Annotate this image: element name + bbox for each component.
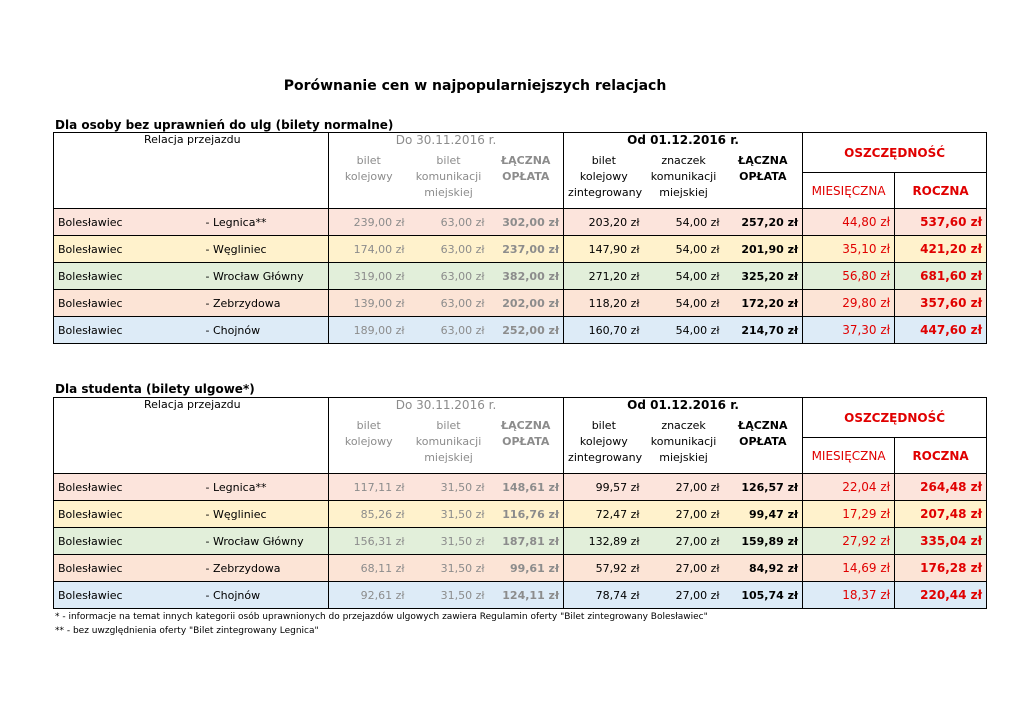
new-rail-cell: 160,70 zł: [564, 317, 644, 344]
monthly-savings-cell: 22,04 zł: [803, 474, 895, 501]
old-city-cell: 63,00 zł: [409, 290, 489, 317]
monthly-savings-cell: 56,80 zł: [803, 263, 895, 290]
new-rail-cell: 147,90 zł: [564, 236, 644, 263]
old-total-cell: 302,00 zł: [489, 209, 564, 236]
old-total-cell: 116,76 zł: [489, 501, 564, 528]
old-city-cell: 63,00 zł: [409, 209, 489, 236]
from-cell: Bolesławiec: [54, 582, 202, 609]
table-row: [54, 209, 987, 236]
new-rail-header: bilet kolejowy zintegrowany: [564, 153, 644, 209]
from-cell: Bolesławiec: [54, 263, 202, 290]
new-city-cell: 54,00 zł: [644, 209, 724, 236]
old-city-cell: 63,00 zł: [409, 236, 489, 263]
old-total-cell: 99,61 zł: [489, 555, 564, 582]
new-city-cell: 27,00 zł: [644, 555, 724, 582]
yearly-savings-cell: 357,60 zł: [895, 290, 987, 317]
yearly-savings-cell: 220,44 zł: [895, 582, 987, 609]
table-row: [54, 474, 987, 501]
yearly-header: ROCZNA: [895, 438, 987, 474]
yearly-savings-cell: 447,60 zł: [895, 317, 987, 344]
new-total-cell: 105,74 zł: [724, 582, 803, 609]
to-cell: - Legnica**: [202, 474, 329, 501]
new-city-cell: 54,00 zł: [644, 317, 724, 344]
old-rail-header: bilet kolejowy: [344, 418, 393, 448]
new-city-header: znaczek komunikacji miejskiej: [650, 418, 717, 464]
old-city-cell: 31,50 zł: [409, 528, 489, 555]
new-rail-cell: 271,20 zł: [564, 263, 644, 290]
new-total-header: ŁĄCZNA OPŁATA: [738, 153, 788, 183]
old-rail-cell: 68,11 zł: [329, 555, 409, 582]
new-total-cell: 159,89 zł: [724, 528, 803, 555]
table-row: [54, 501, 987, 528]
new-rail-header: bilet kolejowy zintegrowany: [564, 418, 644, 474]
new-period-header: Od 01.12.2016 r.: [564, 398, 803, 418]
new-total-cell: 201,90 zł: [724, 236, 803, 263]
footnote-1: * - informacje na temat innych kategorii osób uprawnionych do przejazdów ulgowych zawiera Regulamin oferty "Bilet zintegrowany Bolesławiec": [55, 612, 708, 622]
old-rail-cell: 92,61 zł: [329, 582, 409, 609]
old-rail-cell: 117,11 zł: [329, 474, 409, 501]
from-cell: Bolesławiec: [54, 555, 202, 582]
monthly-savings-cell: 29,80 zł: [803, 290, 895, 317]
new-rail-cell: 72,47 zł: [564, 501, 644, 528]
yearly-savings-cell: 335,04 zł: [895, 528, 987, 555]
savings-header: OSZCZĘDNOŚĆ: [803, 133, 987, 173]
old-rail-cell: 156,31 zł: [329, 528, 409, 555]
old-city-header: bilet komunikacji miejskiej: [415, 153, 482, 199]
old-city-cell: 63,00 zł: [409, 263, 489, 290]
new-rail-cell: 132,89 zł: [564, 528, 644, 555]
footnote-2: ** - bez uwzględnienia oferty "Bilet zintegrowany Legnica": [55, 626, 319, 636]
old-total-cell: 202,00 zł: [489, 290, 564, 317]
new-rail-cell: 99,57 zł: [564, 474, 644, 501]
price-table-student: [53, 397, 987, 609]
table-row: [54, 236, 987, 263]
old-rail-cell: 174,00 zł: [329, 236, 409, 263]
old-rail-cell: 319,00 zł: [329, 263, 409, 290]
old-rail-cell: 85,26 zł: [329, 501, 409, 528]
new-total-cell: 172,20 zł: [724, 290, 803, 317]
section-title-student: Dla studenta (bilety ulgowe*): [55, 382, 255, 396]
monthly-savings-cell: 14,69 zł: [803, 555, 895, 582]
yearly-savings-cell: 537,60 zł: [895, 209, 987, 236]
to-cell: - Chojnów: [202, 317, 329, 344]
table-row: [54, 528, 987, 555]
old-period-header: Do 30.11.2016 r.: [329, 133, 564, 153]
old-total-cell: 382,00 zł: [489, 263, 564, 290]
yearly-savings-cell: 207,48 zł: [895, 501, 987, 528]
old-total-cell: 252,00 zł: [489, 317, 564, 344]
yearly-header: ROCZNA: [895, 173, 987, 209]
monthly-header: MIESIĘCZNA: [803, 173, 895, 209]
old-total-cell: 124,11 zł: [489, 582, 564, 609]
new-city-cell: 27,00 zł: [644, 528, 724, 555]
to-cell: - Węgliniec: [202, 501, 329, 528]
old-rail-header: bilet kolejowy: [344, 153, 393, 183]
new-period-header: Od 01.12.2016 r.: [564, 133, 803, 153]
table-row: [54, 582, 987, 609]
new-city-cell: 54,00 zł: [644, 236, 724, 263]
from-cell: Bolesławiec: [54, 317, 202, 344]
new-city-cell: 27,00 zł: [644, 501, 724, 528]
from-cell: Bolesławiec: [54, 209, 202, 236]
old-city-cell: 31,50 zł: [409, 474, 489, 501]
to-cell: - Wrocław Główny: [202, 528, 329, 555]
old-rail-cell: 239,00 zł: [329, 209, 409, 236]
monthly-savings-cell: 44,80 zł: [803, 209, 895, 236]
new-total-cell: 214,70 zł: [724, 317, 803, 344]
to-cell: - Zebrzydowa: [202, 555, 329, 582]
to-cell: - Chojnów: [202, 582, 329, 609]
monthly-savings-cell: 18,37 zł: [803, 582, 895, 609]
old-rail-cell: 189,00 zł: [329, 317, 409, 344]
table-row: [54, 290, 987, 317]
old-city-cell: 31,50 zł: [409, 501, 489, 528]
old-total-header: ŁĄCZNA OPŁATA: [501, 153, 551, 183]
from-cell: Bolesławiec: [54, 528, 202, 555]
old-period-header: Do 30.11.2016 r.: [329, 398, 564, 418]
old-rail-cell: 139,00 zł: [329, 290, 409, 317]
page-title: Porównanie cen w najpopularniejszych relacjach: [283, 78, 667, 94]
to-cell: - Wrocław Główny: [202, 263, 329, 290]
monthly-savings-cell: 17,29 zł: [803, 501, 895, 528]
to-cell: - Legnica**: [202, 209, 329, 236]
old-total-cell: 237,00 zł: [489, 236, 564, 263]
section-title-normal: Dla osoby bez uprawnień do ulg (bilety normalne): [55, 118, 394, 132]
yearly-savings-cell: 421,20 zł: [895, 236, 987, 263]
new-city-header: znaczek komunikacji miejskiej: [650, 153, 717, 199]
yearly-savings-cell: 681,60 zł: [895, 263, 987, 290]
from-cell: Bolesławiec: [54, 474, 202, 501]
monthly-savings-cell: 37,30 zł: [803, 317, 895, 344]
savings-header: OSZCZĘDNOŚĆ: [803, 398, 987, 438]
table-row: [54, 263, 987, 290]
new-total-cell: 84,92 zł: [724, 555, 803, 582]
old-city-cell: 63,00 zł: [409, 317, 489, 344]
old-city-cell: 31,50 zł: [409, 582, 489, 609]
new-total-cell: 126,57 zł: [724, 474, 803, 501]
relation-header: Relacja przejazdu: [54, 133, 329, 209]
new-rail-cell: 203,20 zł: [564, 209, 644, 236]
monthly-savings-cell: 35,10 zł: [803, 236, 895, 263]
relation-header: Relacja przejazdu: [54, 398, 329, 474]
to-cell: - Zebrzydowa: [202, 290, 329, 317]
new-total-header: ŁĄCZNA OPŁATA: [738, 418, 788, 448]
price-table-normal: [53, 132, 987, 344]
from-cell: Bolesławiec: [54, 501, 202, 528]
table-row: [54, 317, 987, 344]
old-city-cell: 31,50 zł: [409, 555, 489, 582]
new-total-cell: 257,20 zł: [724, 209, 803, 236]
table-row: [54, 555, 987, 582]
new-rail-cell: 118,20 zł: [564, 290, 644, 317]
yearly-savings-cell: 264,48 zł: [895, 474, 987, 501]
new-city-cell: 54,00 zł: [644, 263, 724, 290]
old-total-cell: 187,81 zł: [489, 528, 564, 555]
monthly-savings-cell: 27,92 zł: [803, 528, 895, 555]
new-city-cell: 27,00 zł: [644, 474, 724, 501]
new-total-cell: 99,47 zł: [724, 501, 803, 528]
old-city-header: bilet komunikacji miejskiej: [415, 418, 482, 464]
old-total-cell: 148,61 zł: [489, 474, 564, 501]
new-rail-cell: 57,92 zł: [564, 555, 644, 582]
from-cell: Bolesławiec: [54, 290, 202, 317]
new-rail-cell: 78,74 zł: [564, 582, 644, 609]
monthly-header: MIESIĘCZNA: [803, 438, 895, 474]
old-total-header: ŁĄCZNA OPŁATA: [501, 418, 551, 448]
to-cell: - Węgliniec: [202, 236, 329, 263]
new-total-cell: 325,20 zł: [724, 263, 803, 290]
new-city-cell: 54,00 zł: [644, 290, 724, 317]
from-cell: Bolesławiec: [54, 236, 202, 263]
yearly-savings-cell: 176,28 zł: [895, 555, 987, 582]
new-city-cell: 27,00 zł: [644, 582, 724, 609]
